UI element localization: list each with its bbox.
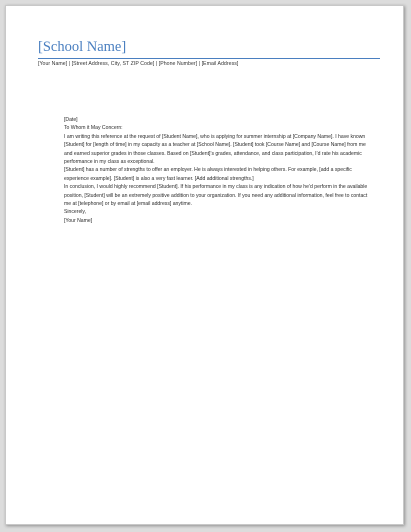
paragraph-strengths: [Student] has a number of strengths to offer an employer. He is always interested in helping others. For example, [add a specific experience example]. [Student] is also a very fast learner. [Add additional strengths.] [64,167,352,182]
letterhead [38,39,380,67]
letter-signature: [Your Name] [64,217,93,224]
header-divider [38,58,380,59]
letter-date: [Date] [64,117,78,123]
school-name: [School Name] [38,39,127,55]
paragraph-intro: I am writing this reference at the request of [Student Name], who is applying for summer internship at [Company Name]. I have known [Student] for [length of time] in my capacity as a teacher at [School Name]. [Student] took [Course Name] and [Course Name] from me and earned superior grades in those classes. Based on [Student]’s grades, attendance, and class participation, I’d rate his academic performance in my class as exceptional. [64,133,366,166]
paragraph-conclusion: In conclusion, I would highly recommend [Student]. If his performance in my class is any indication of how he’d perform in the available position, [Student] will be an extremely positive addition to your organization. If you need any additional information, feel free to contact me at [telephone] or by email at [email address] anytime. [64,184,368,208]
letter-body [64,116,372,225]
document-page [5,5,404,525]
contact-line: [Your Name] | [Street Address, City, ST ZIP Code] | [Phone Number] | [Email Address] [38,61,239,67]
letter-greeting: To Whom it May Concern: [64,125,123,132]
letter-closing: Sincerely, [64,209,86,216]
